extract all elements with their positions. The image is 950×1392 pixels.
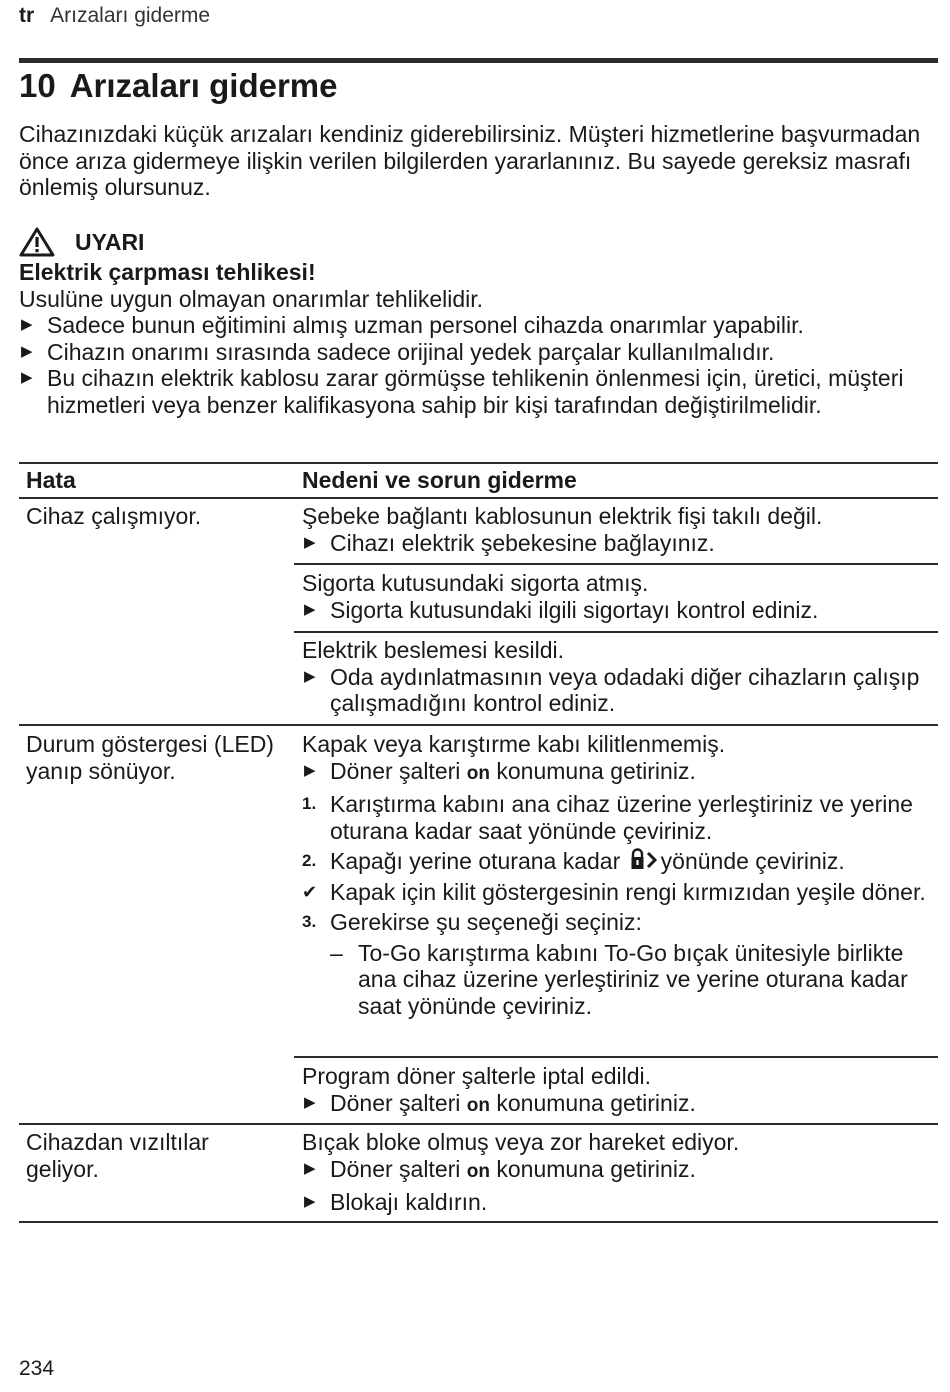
table-bottom-rule [19,1221,938,1223]
cause-text: Elektrik beslemesi kesildi. [302,637,565,663]
fault-cell: Cihaz çalışmıyor. [26,503,202,529]
intro-paragraph: Cihazınızdaki küçük arızaları kendiniz giderebilirsiniz. Müşteri hizmetlerine başvurmadan önce arıza gidermeye ilişkin verilen bilgilerden yararlanınız. Bu sayede gereksiz masrafı önlemiş olursunuz. [19,121,921,200]
table-top-rule [19,462,938,464]
warning-label: UYARI [75,228,145,255]
warning-item [19,312,934,339]
fault-cell: Durum göstergesi (LED) yanıp sönüyor. [26,731,274,784]
action-step [302,1189,932,1216]
numbered-step [302,909,932,936]
section-number: 10 [19,67,56,104]
result-text: Kapak için kilit göstergesinin rengi kırmızıdan yeşile döner. [330,878,926,905]
action-step [302,664,932,717]
warning-item-text: Cihazın onarımı sırasında sadece orijinal yedek parçalar kullanılmalıdır. [47,338,775,365]
warning-item [19,339,934,366]
action-text: Sigorta kutusundaki ilgili sigortayı kontrol ediniz. [330,596,819,623]
action-text: Oda aydınlatmasının veya odadaki diğer cihazların çalışıp çalışmadığını kontrol ediniz. [330,663,920,716]
bullet-triangle-icon: ▶ [304,1093,316,1111]
warning-box [19,225,934,418]
action-step [302,758,932,788]
on-position-label: on [466,762,490,784]
warning-item [19,365,934,418]
cause-text: Program döner şalterle iptal edildi. [302,1063,652,1089]
cause-text: Şebeke bağlantı kablosunun elektrik fişi takılı değil. [302,503,823,529]
warning-triangle-icon [19,227,55,257]
step-number: 3. [302,912,317,931]
action-text: Döner şalteri [330,757,461,784]
cause-text: Kapak veya karıştırme kabı kilitlenmemiş. [302,731,726,757]
header-title: Arızaları giderme [50,4,211,27]
on-position-label: on [466,1160,490,1182]
section-title-text: Arızaları giderme [69,67,338,104]
cause-divider [294,631,938,633]
step-text: Karıştırma kabını ana cihaz üzerine yerleştiriniz ve yerine oturana kadar saat yönünde çeviriniz. [330,791,913,844]
header-rule [19,497,938,499]
bullet-triangle-icon: ▶ [304,533,316,551]
step-text: Kapağı yerine oturana kadar [330,848,621,874]
action-step [302,1156,932,1186]
bullet-triangle-icon: ▶ [21,316,33,333]
bullet-triangle-icon: ▶ [304,600,316,618]
header-fault: Hata [26,467,76,493]
cause-divider [294,1056,938,1058]
dash-marker: – [330,939,343,966]
step-number: 2. [302,851,317,870]
cause-text: Sigorta kutusundaki sigorta atmış. [302,570,649,596]
cause-divider [294,563,938,565]
cause-block [302,1129,932,1216]
bullet-triangle-icon: ▶ [21,342,33,360]
section-title [19,66,338,106]
language-code: tr [19,4,35,27]
action-step [302,1090,932,1120]
action-step [302,597,932,624]
cause-text: Bıçak bloke olmuş veya zor hareket ediyor. [302,1129,740,1155]
sub-step [302,940,932,1020]
action-step [302,530,932,557]
step-text: yönünde çeviriniz. [660,848,845,874]
warning-header [19,225,934,259]
check-icon: ✔ [302,881,318,902]
sub-step-text: To-Go karıştırma kabını To-Go bıçak ünitesiyle birlikte ana cihaz üzerine yerleştiriniz ve yerine oturana kadar saat yönünde çeviriniz. [358,939,908,1019]
page-number: 234 [19,1357,55,1380]
numbered-step [302,791,932,844]
fault-cell: Cihazdan vızıltılar geliyor. [26,1129,209,1182]
lock-arrow-icon [629,848,659,872]
warning-list [19,312,934,418]
bullet-triangle-icon: ▶ [304,1159,316,1177]
numbered-step [302,848,932,875]
header-cause: Nedeni ve sorun giderme [302,467,577,493]
warning-title: Elektrik çarpması tehlikesi! [19,259,316,285]
step-text: Gerekirse şu seçeneği seçiniz: [330,909,642,935]
action-text: konumuna getiriniz. [496,1089,696,1116]
result-step [302,879,932,906]
warning-text: Usulüne uygun olmayan onarımlar tehlikelidir. [19,285,484,312]
header-rule [19,58,938,63]
cause-block [302,1063,932,1119]
cause-block [302,570,932,623]
action-text: Cihazı elektrik şebekesine bağlayınız. [330,529,715,556]
bullet-triangle-icon: ▶ [304,761,316,779]
bullet-triangle-icon: ▶ [304,1193,316,1210]
action-text: Blokajı kaldırın. [330,1189,488,1215]
warning-item-text: Sadece bunun eğitimini almış uzman personel cihazda onarımlar yapabilir. [47,312,804,338]
action-text: Döner şalteri [330,1089,461,1116]
bullet-triangle-icon: ▶ [21,369,33,386]
row-rule [19,724,938,726]
row-rule [19,1123,938,1125]
warning-item-text: Bu cihazın elektrik kablosu zarar görmüşse tehlikenin önlenmesi için, üretici, müşteri hizmetleri veya benzer kalifikasyona sahip bir kişi tarafından değiştirilmelidir. [47,365,904,418]
action-text: Döner şalteri [330,1155,461,1182]
bullet-triangle-icon: ▶ [304,667,316,685]
cause-block [302,731,932,1019]
cause-block [302,503,932,556]
action-text: konumuna getiriniz. [496,757,696,784]
step-number: 1. [302,794,317,813]
running-header [19,4,210,28]
action-text: konumuna getiriniz. [496,1155,696,1182]
cause-block [302,637,932,717]
on-position-label: on [466,1094,490,1116]
